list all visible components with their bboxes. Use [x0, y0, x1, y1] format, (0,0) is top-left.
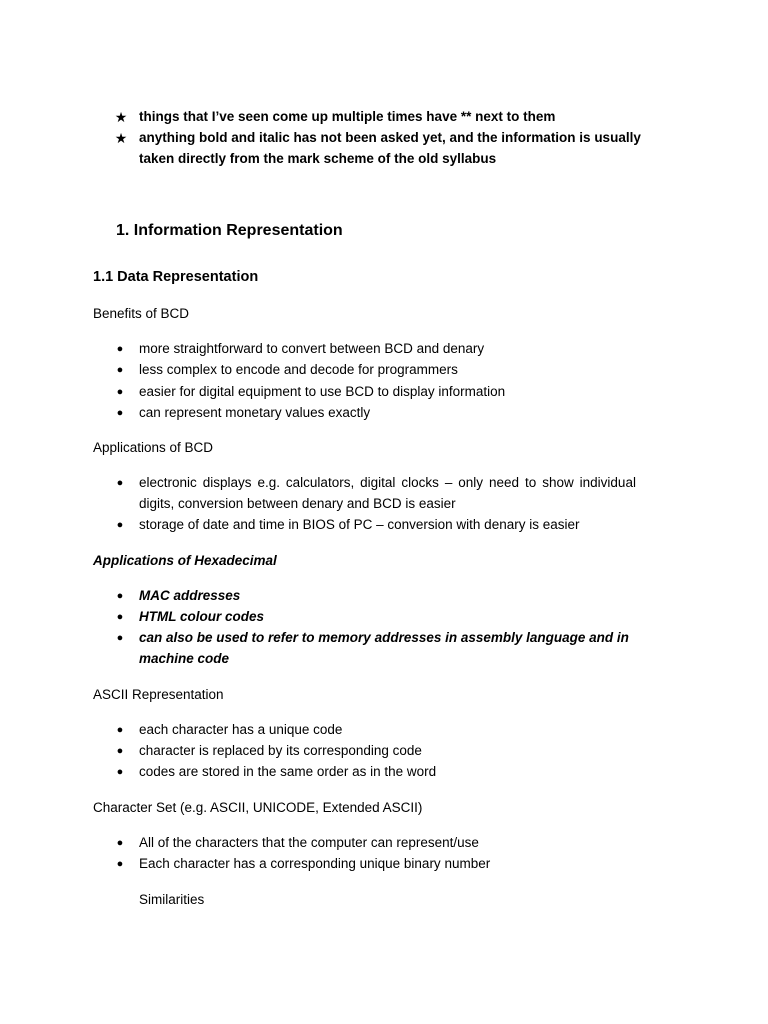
bullet-icon: ● [116, 632, 124, 644]
heading-text: Character Set (e.g. ASCII, UNICODE, Extended ASCII) [93, 800, 423, 815]
heading-text: Applications of BCD [93, 440, 214, 455]
list-item-text: storage of date and time in BIOS of PC – conversion with denary is easier [139, 517, 580, 532]
bullet-icon: ● [116, 745, 124, 757]
list-item-text: easier for digital equipment to use BCD to display information [139, 384, 506, 399]
bullet-icon: ● [116, 477, 124, 489]
list-item-text: All of the characters that the computer can represent/use [139, 835, 479, 850]
list-item-text: HTML colour codes [139, 609, 265, 624]
bullet-icon: ● [116, 611, 124, 623]
list-item-text: less complex to encode and decode for programmers [139, 362, 458, 377]
list-item-text: machine code [139, 651, 230, 666]
list-item-text: character is replaced by its corresponding code [139, 743, 422, 758]
list-item-text: can represent monetary values exactly [139, 405, 371, 420]
list-item-text: Each character has a corresponding unique binary number [139, 856, 491, 871]
list-item-text: can also be used to refer to memory addresses in assembly language and in [139, 630, 629, 645]
heading-text: ASCII Representation [93, 687, 224, 702]
note-text: things that I’ve seen come up multiple times have ** next to them [139, 109, 556, 124]
bullet-icon: ● [116, 343, 124, 355]
bullet-icon: ● [116, 407, 124, 419]
bullet-icon: ● [116, 590, 124, 602]
list-item-text: more straightforward to convert between BCD and denary [139, 341, 485, 356]
note-text: taken directly from the mark scheme of the old syllabus [139, 151, 497, 166]
list-item-text: electronic displays e.g. calculators, digital clocks – only need to show individual [139, 475, 636, 490]
subheading-text: Similarities [139, 892, 205, 907]
heading-text: Applications of Hexadecimal [93, 553, 277, 568]
bullet-icon: ● [116, 724, 124, 736]
bullet-icon: ● [116, 519, 124, 531]
star-icon: ★ [114, 109, 128, 125]
bullet-icon: ● [116, 766, 124, 778]
star-icon: ★ [114, 130, 128, 146]
bullet-icon: ● [116, 386, 124, 398]
subsection-title: 1.1 Data Representation [93, 269, 259, 285]
bullet-icon: ● [116, 858, 124, 870]
list-item-text: codes are stored in the same order as in the word [139, 764, 437, 779]
list-item-text: each character has a unique code [139, 722, 343, 737]
section-title: 1. Information Representation [116, 222, 343, 239]
list-item-text: MAC addresses [139, 588, 241, 603]
list-item-text: digits, conversion between denary and BCD is easier [139, 496, 456, 511]
bullet-icon: ● [116, 364, 124, 376]
bullet-icon: ● [116, 837, 124, 849]
heading-text: Benefits of BCD [93, 306, 190, 321]
note-text: anything bold and italic has not been asked yet, and the information is usually [139, 130, 641, 145]
